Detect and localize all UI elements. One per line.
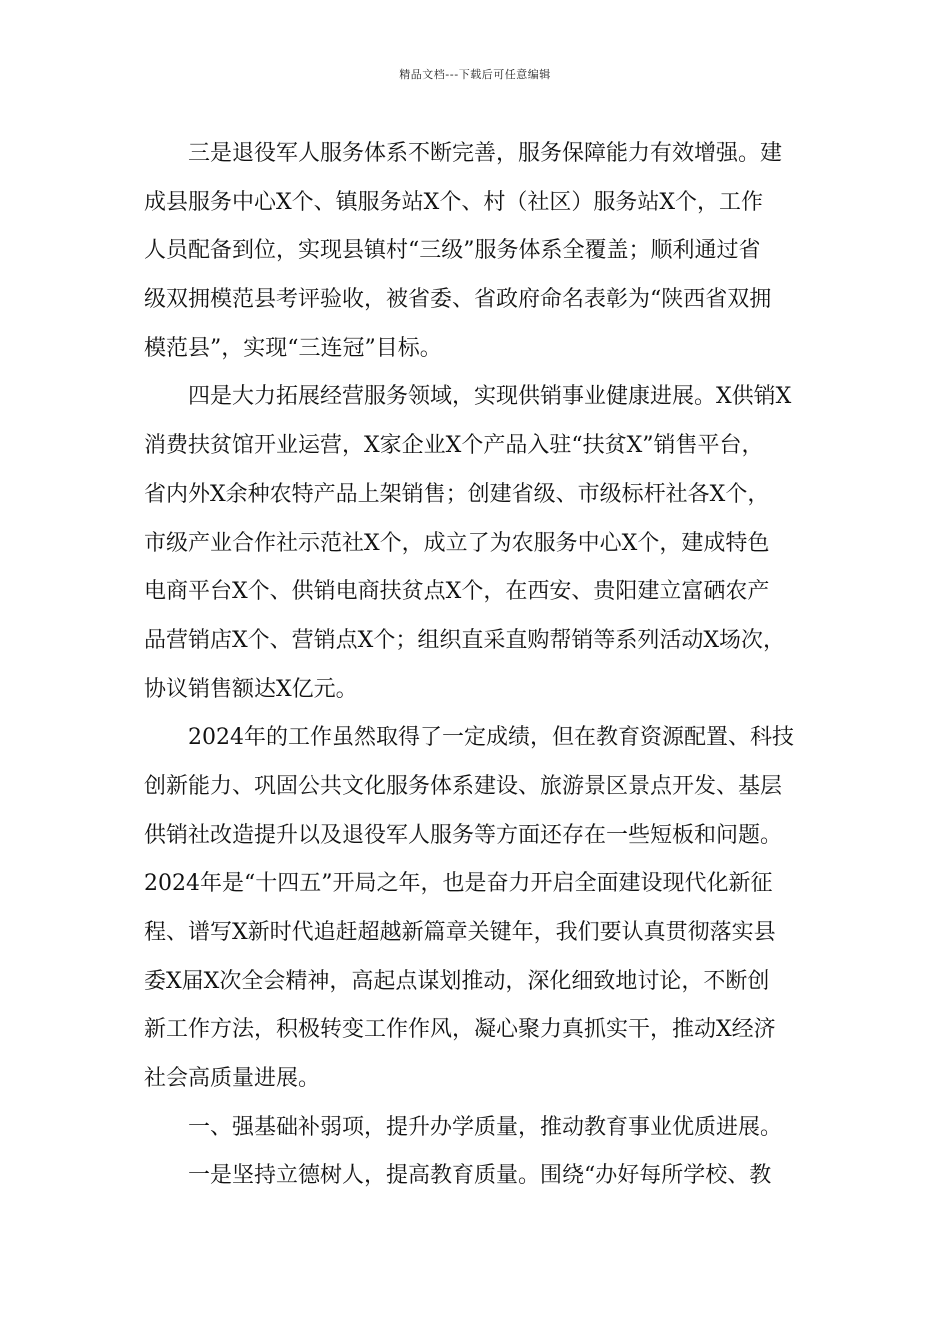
text-line: 一是坚持立德树人，提高教育质量。围绕“办好每所学校、教 xyxy=(144,1163,772,1189)
text-line: 新工作方法，积极转变工作作风，凝心聚力真抓实干，推动X经济 xyxy=(144,1017,776,1043)
text-line: 模范县”，实现“三连冠”目标。 xyxy=(144,335,442,361)
text-line: 社会高质量进展。 xyxy=(144,1066,321,1092)
text-line: 程、谱写X新时代追赶超越新篇章关键年，我们要认真贯彻落实县 xyxy=(144,920,776,945)
text-line: 品营销店X个、营销点X个；组织直采直购帮销等系列活动X场次， xyxy=(144,627,785,653)
text-line: 省内外X余种农特产品上架销售；创建省级、市级标杆社各X个， xyxy=(144,481,770,507)
text-line: 三是退役军人服务体系不断完善，服务保障能力有效增强。建 xyxy=(144,141,783,166)
text-line: 电商平台X个、供销电商扶贫点X个，在西安、贵阳建立富硒农产 xyxy=(144,579,770,605)
text-line: 级双拥模范县考评验收，被省委、省政府命名表彰为“陕西省双拥 xyxy=(144,287,772,313)
text-line: 一、强基础补弱项，提升办学质量，推动教育事业优质进展。 xyxy=(144,1114,783,1140)
page-header: 精品文档---下载后可任意编辑 xyxy=(399,68,551,81)
document-body xyxy=(144,130,818,1201)
text-line: 委X届X次全会精神，高起点谋划推动，深化细致地讨论，不断创 xyxy=(144,968,770,994)
text-line: 市级产业合作社示范社X个，成立了为农服务中心X个，建成特色 xyxy=(144,530,770,556)
text-line: 2024年的工作虽然取得了一定成绩，但在教育资源配置、科技 xyxy=(144,725,794,751)
text-line: 协议销售额达X亿元。 xyxy=(144,676,358,702)
text-line: 消费扶贫馆开业运营，X家企业X个产品入驻“扶贫X”销售平台， xyxy=(144,433,764,459)
text-line: 人员配备到位，实现县镇村“三级”服务体系全覆盖；顺利通过省 xyxy=(144,238,761,264)
text-line: 成县服务中心X个、镇服务站X个、村（社区）服务站X个，工作 xyxy=(144,189,763,215)
text-line: 供销社改造提升以及退役军人服务等方面还存在一些短板和问题。 xyxy=(144,822,783,848)
text-line: 创新能力、巩固公共文化服务体系建设、旅游景区景点开发、基层 xyxy=(144,773,783,799)
text-line: 四是大力拓展经营服务领域，实现供销事业健康进展。X供销X xyxy=(144,384,792,410)
text-line: 2024年是“十四五”开局之年，也是奋力开启全面建设现代化新征 xyxy=(144,871,773,897)
